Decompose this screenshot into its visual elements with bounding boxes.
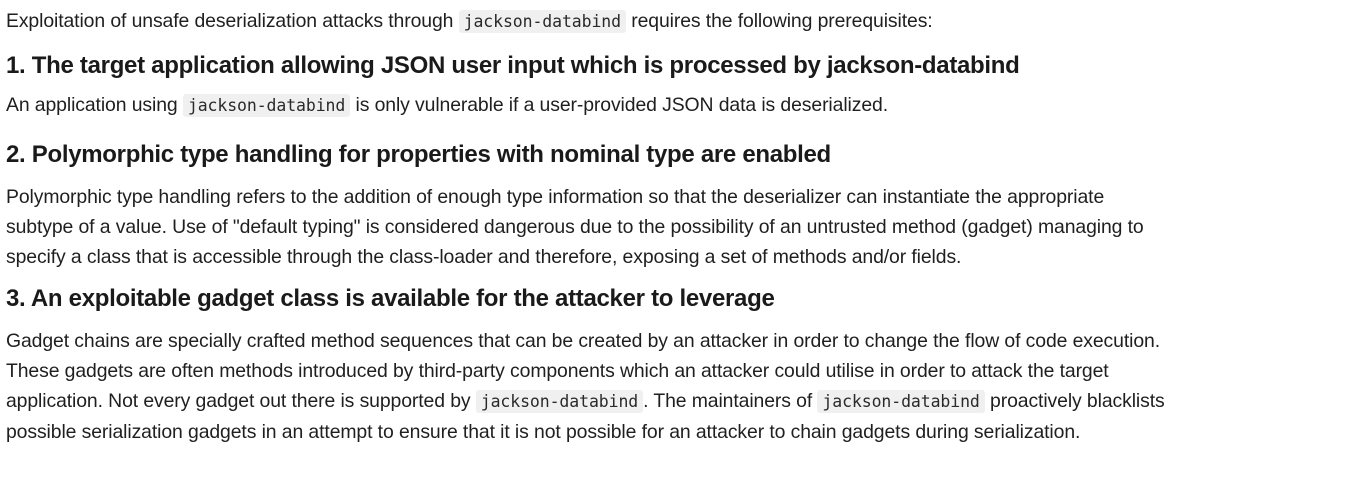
section-heading-2: 2. Polymorphic type handling for properties with nominal type are enabled (6, 141, 831, 168)
inline-code: jackson-databind (817, 390, 984, 413)
paragraph-text: application. Not every gadget out there is supported by (6, 390, 476, 412)
paragraph-line: specify a class that is accessible through the class-loader and therefore, exposing a set of methods and/or fields. (6, 246, 962, 268)
inline-code: jackson-databind (459, 10, 626, 33)
paragraph-text: proactively blacklists (984, 390, 1165, 412)
paragraph-line: These gadgets are often methods introduced by third-party components which an attacker could utilise in order to attack the target (6, 360, 1109, 382)
section-heading-3: 3. An exploitable gadget class is available for the attacker to leverage (6, 285, 775, 312)
paragraph-text: is only vulnerable if a user-provided JSON data is deserialized. (350, 94, 888, 116)
inline-code: jackson-databind (476, 390, 643, 413)
intro-paragraph (6, 6, 1366, 37)
section-paragraph-1 (6, 90, 1366, 121)
paragraph-text: An application using (6, 94, 183, 116)
paragraph-line: subtype of a value. Use of "default typing" is considered dangerous due to the possibility of an untrusted method (gadget) managing to (6, 216, 1144, 238)
intro-text: requires the following prerequisites: (625, 10, 933, 32)
intro-text: Exploitation of unsafe deserialization attacks through (6, 10, 459, 32)
paragraph-text: . The maintainers of (643, 390, 818, 412)
paragraph-line: possible serialization gadgets in an attempt to ensure that it is not possible for an attacker to chain gadgets during serialization. (6, 421, 1081, 443)
inline-code: jackson-databind (183, 94, 350, 117)
section-paragraph-3 (6, 326, 1366, 447)
paragraph-line: Polymorphic type handling refers to the addition of enough type information so that the deserializer can instantiate the appropriate (6, 186, 1105, 208)
section-heading-1: 1. The target application allowing JSON user input which is processed by jackson-databind (6, 52, 1020, 79)
section-paragraph-2 (6, 182, 1366, 272)
paragraph-line: Gadget chains are specially crafted method sequences that can be created by an attacker in order to change the flow of code execution. (6, 330, 1160, 352)
